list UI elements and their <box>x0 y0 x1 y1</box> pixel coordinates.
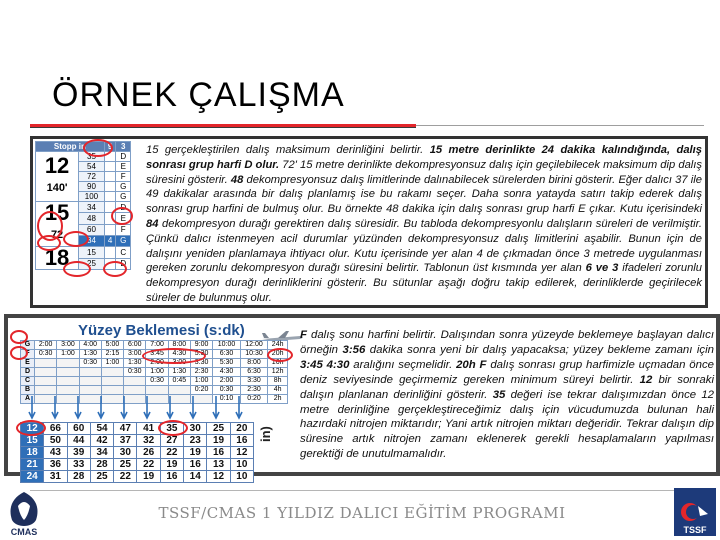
text-run: 48 <box>230 173 244 186</box>
table-cell: 41 <box>137 423 160 435</box>
highlight-circle <box>83 139 113 157</box>
table-cell <box>35 359 57 368</box>
table-cell <box>79 368 101 377</box>
table-cell: 18 <box>21 447 44 459</box>
table-cell: 33 <box>67 459 90 471</box>
table-header-cell: 3 <box>116 142 131 152</box>
text-run: dalış sonrası grup harfimizle uçmadan önce deniz seviyesinde geçirmemiz gereken minimum süreyi belirtir. <box>300 358 714 386</box>
table-cell: 0:30 <box>124 368 146 377</box>
table-row <box>21 368 288 377</box>
table-cell <box>104 162 116 172</box>
table-cell: 1:30 <box>168 368 190 377</box>
table-cell: E <box>21 359 35 368</box>
text-run: 35 <box>492 388 506 401</box>
table-cell: 3:30 <box>240 377 268 386</box>
table-cell: E <box>116 162 131 172</box>
table-cell: 1:30 <box>79 350 101 359</box>
table-cell: 0:10 <box>213 395 241 404</box>
table-cell: 10:00 <box>213 341 241 350</box>
table-cell <box>35 368 57 377</box>
table-cell: 2:15 <box>101 350 123 359</box>
dive-table-example-panel <box>30 136 708 308</box>
text-run: aralığını seçmelidir. <box>349 358 457 371</box>
table-cell: 25 <box>207 423 230 435</box>
table-cell <box>104 224 116 235</box>
table-cell: 84 <box>79 235 105 246</box>
table-cell: 1:00 <box>57 350 79 359</box>
table-cell: 24h <box>268 341 288 350</box>
down-arrow-icon <box>52 396 58 418</box>
text-run: F <box>300 329 307 341</box>
table-cell: 66 <box>44 423 67 435</box>
table-cell: 0:20 <box>240 395 268 404</box>
text-run: değeri ise tekrar dalışımızdan önce 12 metre derinliğine gerçekleştireceğimiz dalış için vücudumuzda bulunan hali hazırdaki nitrojen miktarıdır; Yani artık nitrojen miktarı değeridir. Tekrar dalışın dip süresine artık nitrojen zamanı eklenerek gerekli hesaplamaların yapılması gerektiği de unutulmamalıdır. <box>300 388 714 461</box>
table-cell <box>124 377 146 386</box>
text-run: 3:56 <box>342 343 366 356</box>
text-run: dekompresyon durağı gerektiren dalış süresidir. Bu tabloda dekompresyonlu dalışların süreleri de verilmiştir. Çünkü dalıcı istenmeyen acil durumlar yüzünden dekompresyonsuz dalış limitlerini aşabilir. Bunun için de dalışını yeniden planlamaya ihtiyacı olur. Kutu içerisinde yer alan 4 de çıkmadan önce 3 metrede uygulanması gereken zorunlu dekompresyon durağı süresini belirtir. Tablonun üst kısmında yer alan <box>146 217 702 275</box>
table-cell: 8:00 <box>240 359 268 368</box>
table-cell: 23 <box>184 435 207 447</box>
highlight-circle <box>111 207 133 225</box>
table-cell <box>101 368 123 377</box>
table-cell: 4:30 <box>168 350 190 359</box>
table-cell: 37 <box>114 435 137 447</box>
table-cell: 34 <box>79 202 105 213</box>
table-cell: 54 <box>79 162 105 172</box>
table-cell: 7:00 <box>146 341 168 350</box>
text-run: dakika sonra yeni bir dalış yapacaksa; yüzey bekleme zamanı için <box>365 343 714 356</box>
table-cell: 47 <box>114 423 137 435</box>
table-cell: 15 <box>21 435 44 447</box>
text-run: 15 metre derinlikte 24 dakika kalındığında, dalış sonrası grup harfi D olur. <box>146 144 702 171</box>
table-cell: 8h <box>268 377 288 386</box>
table-cell: 16 <box>230 435 253 447</box>
cmas-logo-icon <box>2 488 46 538</box>
table-cell: D <box>116 152 131 162</box>
table-cell: 15 <box>79 247 105 259</box>
table-cell <box>104 247 116 259</box>
tssf-logo-icon <box>672 486 718 538</box>
table-row <box>21 447 254 459</box>
table-cell: 32 <box>137 435 160 447</box>
table-cell: 0:45 <box>168 377 190 386</box>
text-run: bir sonraki dalışın planlanan derinliğini gösterir. <box>300 373 714 401</box>
table-cell: D <box>116 258 131 270</box>
table-cell: 16 <box>160 471 183 483</box>
table-cell: 36 <box>44 459 67 471</box>
table-cell: 2:00 <box>213 377 241 386</box>
table-cell: 35 <box>79 152 105 162</box>
highlight-circle <box>158 420 188 436</box>
highlight-circle <box>63 231 89 247</box>
table-cell: 12 <box>21 423 44 435</box>
text-run: 6 ve 3 <box>585 262 619 275</box>
table-cell: 4 <box>104 235 116 246</box>
table-cell: 0:30 <box>35 350 57 359</box>
table-cell: 90 <box>79 182 105 192</box>
table-cell: 27 <box>160 435 183 447</box>
depth-cell <box>36 152 79 202</box>
table-cell: 0:30 <box>79 359 101 368</box>
down-arrow-icon <box>236 396 242 418</box>
table-cell: 54 <box>90 423 113 435</box>
text-run: 3:45 4:30 <box>300 358 350 371</box>
text-run: dalış sonu harfini belirtir. Dalışından sonra yüzeyde beklemeye başlayan dalıcı örneğin <box>300 329 714 356</box>
table-cell: 16 <box>184 459 207 471</box>
table-cell <box>104 192 116 202</box>
table-cell: 48 <box>79 213 105 224</box>
table-cell: 1:00 <box>190 377 212 386</box>
residual-nitrogen-table <box>20 422 254 483</box>
table-cell <box>57 368 79 377</box>
table-cell: 0:20 <box>190 386 212 395</box>
depth-value: 12 <box>44 152 70 178</box>
table-cell: 100 <box>79 192 105 202</box>
table-cell: 2:00 <box>146 359 168 368</box>
tssf-logo-text: TSSF <box>683 525 707 535</box>
table-cell: 10:30 <box>240 350 268 359</box>
table-cell: 22 <box>160 447 183 459</box>
table-header-cell: Stopp in <box>36 142 105 152</box>
table-cell: G <box>21 341 35 350</box>
table-cell: C <box>116 247 131 259</box>
table-cell: 1:00 <box>101 359 123 368</box>
table-cell: 20 <box>230 423 253 435</box>
down-arrow-icon <box>29 396 35 418</box>
table-cell: F <box>116 224 131 235</box>
table-row <box>21 471 254 483</box>
table-cell: 44 <box>67 435 90 447</box>
top-explanation-text <box>146 143 702 306</box>
table-cell: 31 <box>44 471 67 483</box>
table-cell: 28 <box>90 459 113 471</box>
table-row <box>21 435 254 447</box>
table-cell: 3:30 <box>190 359 212 368</box>
down-arrow-icon <box>190 396 196 418</box>
table-cell: 24 <box>21 471 44 483</box>
table-cell: 26 <box>137 447 160 459</box>
text-run: 72' 15 metre derinlikte dekompresyonsuz dalış için geçilebilecek maksimum dip dalış süresini gösterir. <box>146 158 702 186</box>
table-cell: 25 <box>114 459 137 471</box>
slide-title: ÖRNEK ÇALIŞMA <box>52 76 345 114</box>
table-cell <box>57 359 79 368</box>
table-cell: 6:30 <box>240 368 268 377</box>
highlight-circle <box>10 330 28 344</box>
table-cell: 60 <box>79 224 105 235</box>
table-cell: 4:00 <box>79 341 101 350</box>
table-cell: 12 <box>230 447 253 459</box>
table-cell <box>101 377 123 386</box>
cmas-logo-text: CMAS <box>10 527 38 537</box>
table-row <box>36 152 131 162</box>
table-cell: 30 <box>184 423 207 435</box>
footer-rule <box>30 490 706 491</box>
table-cell: 22 <box>114 471 137 483</box>
side-label: in) <box>258 426 273 442</box>
table-cell: 20h <box>268 350 288 359</box>
table-cell <box>79 377 101 386</box>
table-cell: C <box>21 377 35 386</box>
table-header-cell: 9 <box>104 142 116 152</box>
table-cell: 8:00 <box>168 341 190 350</box>
table-cell: A <box>21 395 35 404</box>
table-cell: B <box>21 386 35 395</box>
table-cell: 19 <box>207 435 230 447</box>
highlight-circle <box>63 261 91 277</box>
table-cell: 4:30 <box>213 368 241 377</box>
table-cell: 1:30 <box>124 359 146 368</box>
table-cell: 2:00 <box>35 341 57 350</box>
depth-limit: 72 <box>50 229 64 241</box>
arrow-strip <box>20 394 250 422</box>
down-arrow-icon <box>167 396 173 418</box>
table-cell: 9:00 <box>190 341 212 350</box>
table-cell: 0:30 <box>213 386 241 395</box>
down-arrow-icon <box>98 396 104 418</box>
table-row <box>21 377 288 386</box>
text-run: 84 <box>146 217 159 230</box>
table-cell: 10 <box>230 471 253 483</box>
table-cell: 2:30 <box>190 368 212 377</box>
table-cell: 5:00 <box>101 341 123 350</box>
table-cell: 6:00 <box>124 341 146 350</box>
table-row <box>21 459 254 471</box>
text-run: dekompresyonsuz dalış limitlerinde dalınabilecek sürelerden birini gösterir. Eğer dalıcı 37 ile 49 dakikalar arasında bir dalış planlamış ise bu rakamı seçer. Daha sonra yatayda satırı takip ederek dalış sonrası grup harfini de bulmuş olur. Bu örnekte 48 dakika için dalış sonrası grup harfi E çıkar. Kutu içerisindeki <box>146 173 702 216</box>
table-cell <box>35 377 57 386</box>
table-cell: 50 <box>44 435 67 447</box>
depth-value: 15 <box>44 200 70 225</box>
highlight-circle <box>10 346 28 360</box>
highlight-circle <box>267 348 293 362</box>
table-cell <box>104 182 116 192</box>
down-arrow-icon <box>144 396 150 418</box>
text-run: ifadeleri zorunlu dekompresyon durağı derinliklerini gösterir. Bu sütunlar aşağı doğru takip edilerek, derinliklerde geçirilecek süreler de bulunmuş olur. <box>146 262 703 304</box>
table-cell: 14 <box>184 471 207 483</box>
table-cell: 21 <box>21 459 44 471</box>
highlight-circle <box>16 420 46 436</box>
table-cell: 16 <box>207 447 230 459</box>
title-underline-accent <box>30 124 416 127</box>
highlight-circle <box>103 261 127 277</box>
table-row <box>21 423 254 435</box>
table-cell: F <box>21 350 35 359</box>
table-cell <box>104 172 116 182</box>
table-cell: 42 <box>90 435 113 447</box>
text-run: 20h F <box>456 358 487 371</box>
table-cell: 35 <box>160 423 183 435</box>
table-cell: 12h <box>268 368 288 377</box>
table-cell: 1:00 <box>146 368 168 377</box>
table-cell: 3:00 <box>124 350 146 359</box>
surface-interval-panel <box>4 314 720 482</box>
table-cell: 10 <box>230 459 253 471</box>
table-cell: 5:30 <box>213 359 241 368</box>
table-cell: 13 <box>207 459 230 471</box>
table-cell: 19 <box>137 471 160 483</box>
table-cell: 3:00 <box>168 359 190 368</box>
depth-value: 18 <box>44 245 70 270</box>
depth-limit: 140' <box>46 181 68 194</box>
footer-text: TSSF/CMAS 1 YILDIZ DALICI EĞİTİM PROGRAMI <box>158 504 566 522</box>
surface-table-title: Yüzey Beklemesi (s:dk) <box>78 322 245 339</box>
table-cell: 2h <box>268 395 288 404</box>
title-rule <box>416 125 704 126</box>
table-cell: E <box>116 213 131 224</box>
table-cell: 2:30 <box>240 386 268 395</box>
table-cell <box>57 377 79 386</box>
table-cell: 60 <box>67 423 90 435</box>
table-cell: G <box>116 235 131 246</box>
table-cell: F <box>116 172 131 182</box>
table-cell: 30 <box>114 447 137 459</box>
table-cell: G <box>116 192 131 202</box>
table-cell: 5:30 <box>190 350 212 359</box>
table-cell: G <box>116 182 131 192</box>
down-arrow-icon <box>213 396 219 418</box>
table-cell: 6:30 <box>213 350 241 359</box>
table-cell: 3:45 <box>146 350 168 359</box>
table-cell: 19 <box>184 447 207 459</box>
table-cell: 22 <box>137 459 160 471</box>
table-cell: 4h <box>268 386 288 395</box>
table-cell: 16h <box>268 359 288 368</box>
table-cell: 43 <box>44 447 67 459</box>
table-cell: 12:00 <box>240 341 268 350</box>
table-cell: 39 <box>67 447 90 459</box>
text-run: 15 gerçekleştirilen dalış maksimum derinliğini belirtir. <box>146 144 430 156</box>
highlight-circle <box>37 235 61 251</box>
down-arrow-icon <box>121 396 127 418</box>
table-cell: 0:30 <box>146 377 168 386</box>
table-cell: 72 <box>79 172 105 182</box>
table-cell: D <box>116 202 131 213</box>
table-cell: 28 <box>67 471 90 483</box>
table-cell: 25 <box>79 258 105 270</box>
table-row <box>21 341 288 350</box>
table-cell: 34 <box>90 447 113 459</box>
bottom-explanation-text <box>300 328 714 462</box>
table-cell: 25 <box>90 471 113 483</box>
table-cell: 19 <box>160 459 183 471</box>
table-cell: 3:00 <box>57 341 79 350</box>
highlight-circle <box>142 348 206 364</box>
down-arrow-icon <box>75 396 81 418</box>
table-cell: 12 <box>207 471 230 483</box>
table-cell: D <box>21 368 35 377</box>
text-run: 12 <box>639 373 653 386</box>
